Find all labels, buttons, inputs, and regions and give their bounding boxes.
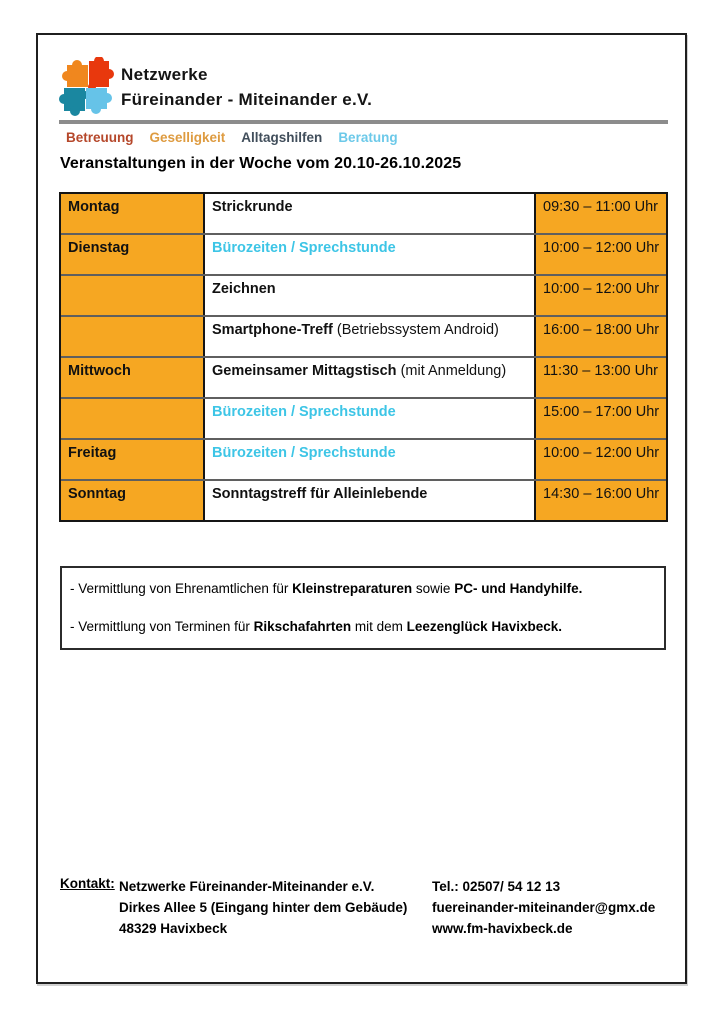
page-title: Veranstaltungen in der Woche vom 20.10-26.10.2025 <box>60 155 462 172</box>
table-row <box>61 194 666 233</box>
contact-city: 48329 Havixbeck <box>119 921 228 936</box>
event-label: Strickrunde <box>212 199 293 215</box>
nav-item-betreuung: Betreuung <box>66 130 134 145</box>
puzzle-logo-icon <box>59 57 117 121</box>
day-cell: Montag <box>61 194 205 233</box>
event-cell <box>205 317 536 356</box>
table-row <box>61 438 666 479</box>
nav-item-beratung: Beratung <box>338 130 398 145</box>
event-label: Bürozeiten / Sprechstunde <box>212 404 396 420</box>
table-row <box>61 274 666 315</box>
contact-phone: Tel.: 02507/ 54 12 13 <box>432 879 561 894</box>
time-cell: 10:00 – 12:00 Uhr <box>536 276 666 315</box>
table-row <box>61 479 666 520</box>
event-note: (mit Anmeldung) <box>396 363 507 379</box>
day-cell: Dienstag <box>61 235 205 274</box>
contact-address <box>119 876 407 939</box>
info-line-repairs <box>70 580 656 598</box>
contact-street: Dirkes Allee 5 (Eingang hinter dem Gebäude) <box>119 900 408 915</box>
event-note: (Betriebssystem Android) <box>332 322 499 338</box>
brand-name-line1: Netzwerke <box>121 65 208 84</box>
event-label: Bürozeiten / Sprechstunde <box>212 445 396 461</box>
time-cell: 15:00 – 17:00 Uhr <box>536 399 666 438</box>
time-cell: 16:00 – 18:00 Uhr <box>536 317 666 356</box>
info-text-bold: Kleinstreparaturen <box>292 581 413 596</box>
services-info-box <box>60 566 666 650</box>
category-nav <box>66 130 398 145</box>
nav-item-alltagshilfen: Alltagshilfen <box>241 130 323 145</box>
contact-info <box>432 876 655 939</box>
time-cell: 14:30 – 16:00 Uhr <box>536 481 666 520</box>
header-divider <box>59 120 668 124</box>
event-cell <box>205 358 536 397</box>
contact-email: fuereinander-miteinander@gmx.de <box>432 900 656 915</box>
table-row <box>61 315 666 356</box>
info-line-rikscha <box>70 618 656 636</box>
day-cell: Freitag <box>61 440 205 479</box>
contact-label: Kontakt: <box>60 876 115 891</box>
event-label: Gemeinsamer Mittagstisch <box>212 363 397 379</box>
day-cell <box>61 399 205 438</box>
time-cell: 11:30 – 13:00 Uhr <box>536 358 666 397</box>
day-cell: Mittwoch <box>61 358 205 397</box>
table-row <box>61 233 666 274</box>
day-cell <box>61 317 205 356</box>
event-label: Smartphone-Treff <box>212 322 333 338</box>
brand-name-line2: Füreinander - Miteinander e.V. <box>121 90 373 109</box>
day-cell <box>61 276 205 315</box>
event-cell <box>205 194 536 233</box>
contact-website: www.fm-havixbeck.de <box>432 921 573 936</box>
event-label: Sonntagstreff für Alleinlebende <box>212 486 428 502</box>
event-label: Zeichnen <box>212 281 276 297</box>
table-row <box>61 356 666 397</box>
flyer-page <box>36 33 687 984</box>
event-cell <box>205 235 536 274</box>
info-text: mit dem <box>351 619 407 634</box>
time-cell: 10:00 – 12:00 Uhr <box>536 440 666 479</box>
day-cell: Sonntag <box>61 481 205 520</box>
time-cell: 09:30 – 11:00 Uhr <box>536 194 666 233</box>
info-text: - Vermittlung von Terminen für <box>70 619 254 634</box>
nav-item-geselligkeit: Geselligkeit <box>149 130 226 145</box>
info-text: sowie <box>412 581 455 596</box>
info-text-bold: Leezenglück Havixbeck. <box>406 619 562 634</box>
info-text-bold: Rikschafahrten <box>253 619 352 634</box>
table-row <box>61 397 666 438</box>
info-text: - Vermittlung von Ehrenamtlichen für <box>70 581 293 596</box>
brand-title <box>121 62 372 112</box>
time-cell: 10:00 – 12:00 Uhr <box>536 235 666 274</box>
event-cell <box>205 440 536 479</box>
event-cell <box>205 399 536 438</box>
event-cell <box>205 481 536 520</box>
contact-org-name: Netzwerke Füreinander-Miteinander e.V. <box>119 879 375 894</box>
info-text-bold: PC- und Handyhilfe. <box>454 581 583 596</box>
schedule-table <box>59 192 668 522</box>
event-cell <box>205 276 536 315</box>
event-label: Bürozeiten / Sprechstunde <box>212 240 396 256</box>
